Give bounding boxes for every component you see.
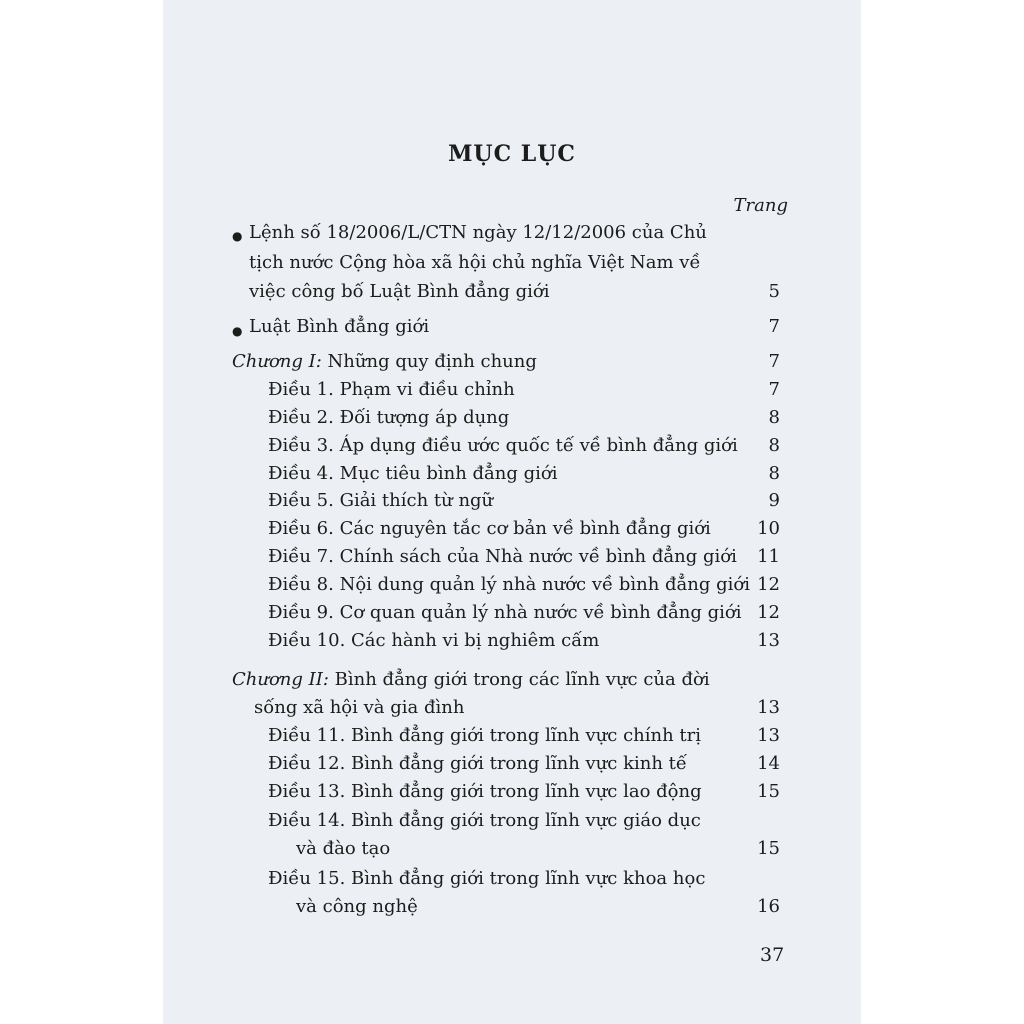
chapter-title: Bình đẳng giới trong các lĩnh vực của đời bbox=[334, 669, 710, 690]
toc-page-number: 5 bbox=[768, 281, 780, 302]
toc-item-text: Điều 15. Bình đẳng giới trong lĩnh vực khoa học bbox=[268, 868, 706, 889]
toc-item-text: Điều 3. Áp dụng điều ước quốc tế về bình đẳng giới bbox=[268, 435, 738, 456]
toc-page-number: 7 bbox=[768, 379, 780, 400]
toc-page-number: 7 bbox=[768, 316, 780, 337]
page-title: MỤC LỤC bbox=[448, 141, 576, 167]
chapter-title-continued: sống xã hội và gia đình bbox=[254, 697, 465, 718]
chapter-title: Những quy định chung bbox=[327, 351, 537, 372]
toc-page-number: 13 bbox=[757, 697, 780, 718]
toc-item-text: Điều 8. Nội dung quản lý nhà nước về bình đẳng giới bbox=[268, 574, 750, 595]
chapter-label: Chương I: bbox=[232, 351, 322, 372]
toc-entry-text: Lệnh số 18/2006/L/CTN ngày 12/12/2006 của Chủ bbox=[249, 222, 707, 243]
toc-item-text: Điều 2. Đối tượng áp dụng bbox=[268, 407, 510, 428]
page-column-label: Trang bbox=[733, 195, 788, 216]
toc-page-number: 10 bbox=[757, 518, 780, 539]
toc-item-text: Điều 5. Giải thích từ ngữ bbox=[268, 490, 494, 511]
toc-page-number: 15 bbox=[757, 781, 780, 802]
bullet-icon: ● bbox=[232, 229, 243, 243]
toc-page-number: 12 bbox=[757, 602, 780, 623]
toc-item-text: Điều 14. Bình đẳng giới trong lĩnh vực giáo dục bbox=[268, 810, 701, 831]
toc-item-text: Điều 7. Chính sách của Nhà nước về bình đẳng giới bbox=[268, 546, 737, 567]
toc-item-text: Điều 11. Bình đẳng giới trong lĩnh vực chính trị bbox=[268, 725, 702, 746]
toc-page-number: 8 bbox=[768, 435, 780, 456]
toc-item-text: Điều 6. Các nguyên tắc cơ bản về bình đẳng giới bbox=[268, 518, 711, 539]
toc-page-number: 14 bbox=[757, 753, 780, 774]
toc-entry-text: việc công bố Luật Bình đẳng giới bbox=[249, 281, 550, 302]
toc-entry-text: Luật Bình đẳng giới bbox=[249, 316, 430, 337]
toc-page-number: 15 bbox=[757, 838, 780, 859]
toc-item-text-continued: và công nghệ bbox=[296, 896, 418, 917]
toc-page-number: 7 bbox=[768, 351, 780, 372]
toc-page-number: 11 bbox=[757, 546, 780, 567]
toc-item-text: Điều 4. Mục tiêu bình đẳng giới bbox=[268, 463, 558, 484]
toc-item-text-continued: và đào tạo bbox=[296, 838, 391, 859]
page-number: 37 bbox=[760, 944, 785, 966]
toc-page-number: 9 bbox=[768, 490, 780, 511]
toc-page-number: 8 bbox=[768, 463, 780, 484]
toc-item-text: Điều 10. Các hành vi bị nghiêm cấm bbox=[268, 630, 600, 651]
toc-page-number: 12 bbox=[757, 574, 780, 595]
toc-item-text: Điều 12. Bình đẳng giới trong lĩnh vực kinh tế bbox=[268, 753, 687, 774]
toc-item-text: Điều 1. Phạm vi điều chỉnh bbox=[268, 379, 515, 400]
toc-item-text: Điều 13. Bình đẳng giới trong lĩnh vực lao động bbox=[268, 781, 702, 802]
toc-page-number: 8 bbox=[768, 407, 780, 428]
toc-page-number: 16 bbox=[757, 896, 780, 917]
chapter-label: Chương II: bbox=[232, 669, 329, 690]
toc-page-number: 13 bbox=[757, 630, 780, 651]
toc-page-number: 13 bbox=[757, 725, 780, 746]
toc-entry-text: tịch nước Cộng hòa xã hội chủ nghĩa Việt Nam về bbox=[249, 252, 701, 273]
toc-item-text: Điều 9. Cơ quan quản lý nhà nước về bình đẳng giới bbox=[268, 602, 742, 623]
bullet-icon: ● bbox=[232, 324, 243, 338]
